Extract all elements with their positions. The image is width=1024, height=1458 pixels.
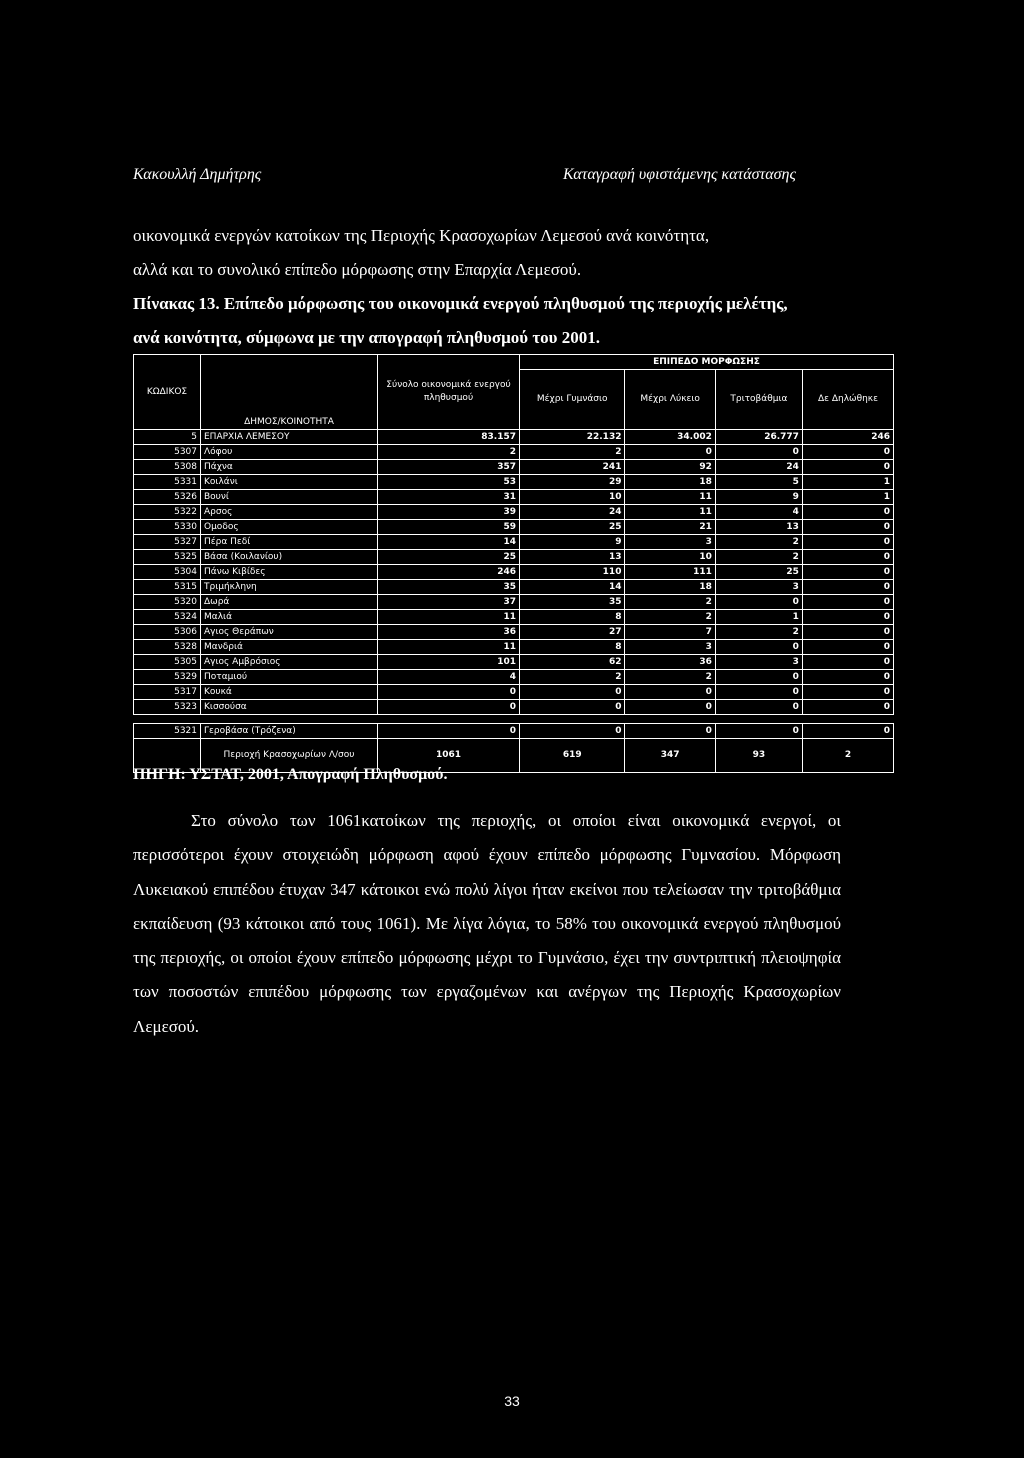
cell-value: 0 [802,550,893,565]
cell-total-value: 2 [802,739,893,773]
cell-value: 2 [625,670,715,685]
cell-value: 83.157 [378,430,520,445]
cell-name: Βουνί [201,490,378,505]
cell-value: 0 [715,640,802,655]
cell-value: 246 [378,565,520,580]
cell-value: 0 [802,445,893,460]
cell-value: 0 [802,460,893,475]
table-row [134,550,894,565]
cell-value: 37 [378,595,520,610]
cell-code: 5321 [134,724,201,739]
cell-value: 0 [802,670,893,685]
table-row [134,595,894,610]
cell-value: 25 [715,565,802,580]
cell-value: 13 [715,520,802,535]
cell-total-value: 347 [625,739,715,773]
cell-value: 11 [625,505,715,520]
body-paragraph: Στο σύνολο των 1061κατοίκων της περιοχής, οι οποίοι είναι οικονομικά ενεργοί, οι περισσότεροι έχουν στοιχειώδη μόρφωση αφού έχουν επίπεδο μόρφωσης Γυμνασίου. Μόρφωση Λυκειακού επιπέδου έτυχαν 347 κάτοικοι ενώ πολύ λίγοι ήταν εκείνοι που τελείωσαν την τριτοβάθμια εκπαίδευση (93 κάτοικοι από τους 1061). Με λίγα λόγια, το 58% του οικονομικά ενεργού πληθυσμού της περιοχής, οι οποίοι έχουν επίπεδο μόρφωσης μέχρι το Γυμνάσιο, έχει την συντριπτική πλειοψηφία των ποσοστών επιπέδου μόρφωσης των εργαζομένων και ανέργων της Περιοχής Κρασοχωρίων Λεμεσού. [133,811,841,1036]
cell-value: 25 [520,520,625,535]
cell-value: 2 [378,445,520,460]
table-spacer [134,715,894,724]
cell-value: 0 [520,685,625,700]
table-source: ΠΗΓΗ: ΥΣΤΑΤ, 2001, Απογραφή Πληθυσμού. [133,766,448,783]
cell-value: 11 [625,490,715,505]
cell-value: 0 [625,700,715,715]
cell-name: Πέρα Πεδί [201,535,378,550]
cell-value: 0 [715,595,802,610]
cell-value: 0 [802,505,893,520]
cell-total-value: 93 [715,739,802,773]
intro-line-2: αλλά και το συνολικό επίπεδο μόρφωσης στην Επαρχία Λεμεσού. [133,260,582,279]
cell-value: 2 [520,670,625,685]
cell-value: 31 [378,490,520,505]
cell-value: 9 [520,535,625,550]
cell-name: Αγιος Αμβρόσιος [201,655,378,670]
cell-value: 29 [520,475,625,490]
cell-value: 11 [378,610,520,625]
table-row [134,655,894,670]
table-row [134,685,894,700]
cell-value: 0 [715,700,802,715]
cell-value: 0 [378,685,520,700]
body-text [133,804,841,1044]
cell-value: 4 [715,505,802,520]
cell-value: 62 [520,655,625,670]
cell-code: 5307 [134,445,201,460]
cell-code: 5324 [134,610,201,625]
table-row [134,430,894,445]
table-row [134,460,894,475]
cell-value: 0 [802,520,893,535]
cell-value: 2 [715,535,802,550]
table-row [134,625,894,640]
cell-value: 24 [520,505,625,520]
cell-code: 5330 [134,520,201,535]
cell-value: 39 [378,505,520,520]
cell-value: 5 [715,475,802,490]
cell-value: 4 [378,670,520,685]
cell-value: 11 [378,640,520,655]
education-table [133,354,894,773]
table-caption-line-2: ανά κοινότητα, σύμφωνα με την απογραφή πληθυσμού του 2001. [133,328,600,347]
cell-name: Αγιος Θεράπων [201,625,378,640]
cell-value: 101 [378,655,520,670]
table-row [134,445,894,460]
table-row [134,700,894,715]
cell-value: 35 [378,580,520,595]
cell-code: 5308 [134,460,201,475]
cell-value: 2 [715,625,802,640]
table-row [134,580,894,595]
header-municipality: ΔΗΜΟΣ/ΚΟΙΝΟΤΗΤΑ [201,355,378,430]
cell-value: 1 [715,610,802,625]
cell-value: 0 [625,445,715,460]
cell-value: 21 [625,520,715,535]
cell-value: 13 [520,550,625,565]
cell-value: 0 [802,595,893,610]
cell-value: 59 [378,520,520,535]
cell-value: 9 [715,490,802,505]
cell-value: 1 [802,475,893,490]
table-row [134,724,894,739]
header-lyceum: Μέχρι Λύκειο [625,370,715,430]
cell-code: 5323 [134,700,201,715]
cell-value: 0 [625,724,715,739]
cell-name: Λόφου [201,445,378,460]
cell-value: 0 [715,724,802,739]
cell-value: 111 [625,565,715,580]
table-row [134,505,894,520]
table-row [134,490,894,505]
header-not-declared: Δε Δηλώθηκε [802,370,893,430]
cell-value: 25 [378,550,520,565]
header-tertiary: Τριτοβάθμια [715,370,802,430]
cell-name: Πάνω Κιβίδες [201,565,378,580]
cell-value: 1 [802,490,893,505]
cell-value: 36 [378,625,520,640]
cell-value: 3 [715,655,802,670]
cell-value: 2 [715,550,802,565]
cell-name: Κουκά [201,685,378,700]
cell-name: Κισσούσα [201,700,378,715]
cell-code: 5 [134,430,201,445]
cell-value: 53 [378,475,520,490]
cell-value: 0 [802,655,893,670]
cell-code: 5328 [134,640,201,655]
table-row [134,640,894,655]
cell-value: 0 [715,445,802,460]
cell-name: Γεροβάσα (Τρόζενα) [201,724,378,739]
intro-line-1: οικονομικά ενεργών κατοίκων της Περιοχής Κρασοχωρίων Λεμεσού ανά κοινότητα, [133,226,710,245]
cell-value: 357 [378,460,520,475]
cell-value: 2 [625,610,715,625]
table-row [134,670,894,685]
cell-code: 5329 [134,670,201,685]
cell-value: 0 [715,685,802,700]
cell-value: 0 [625,685,715,700]
cell-code: 5331 [134,475,201,490]
header-author: Κακουλλή Δημήτρης [133,166,262,183]
cell-value: 0 [378,700,520,715]
cell-value: 36 [625,655,715,670]
cell-name: Μαλιά [201,610,378,625]
cell-value: 3 [625,535,715,550]
cell-value: 0 [802,700,893,715]
table-row [134,565,894,580]
cell-code: 5305 [134,655,201,670]
cell-value: 0 [802,565,893,580]
cell-value: 0 [802,640,893,655]
cell-name: Ομοδος [201,520,378,535]
cell-code: 5317 [134,685,201,700]
cell-value: 110 [520,565,625,580]
header-code: ΚΩΔΙΚΟΣ [134,355,201,430]
cell-value: 2 [520,445,625,460]
cell-name: Αρσος [201,505,378,520]
cell-value: 3 [625,640,715,655]
cell-value: 35 [520,595,625,610]
cell-value: 10 [625,550,715,565]
cell-code: 5326 [134,490,201,505]
table-header-row-1 [134,355,894,370]
cell-value: 24 [715,460,802,475]
cell-name: Βάσα (Κοιλανίου) [201,550,378,565]
cell-value: 34.002 [625,430,715,445]
cell-value: 246 [802,430,893,445]
cell-code: 5304 [134,565,201,580]
table-row [134,475,894,490]
table-caption-line-1: Πίνακας 13. Επίπεδο μόρφωσης του οικονομικά ενεργού πληθυσμού της περιοχής μελέτης, [133,294,788,313]
cell-name: Τριμήκληνη [201,580,378,595]
page-number: 33 [504,1393,520,1409]
table-row [134,535,894,550]
header-gymnasium: Μέχρι Γυμνάσιο [520,370,625,430]
cell-value: 26.777 [715,430,802,445]
cell-name: ΕΠΑΡΧΙΑ ΛΕΜΕΣΟΥ [201,430,378,445]
cell-value: 0 [802,580,893,595]
cell-value: 0 [378,724,520,739]
header-education-level: ΕΠΙΠΕΔΟ ΜΟΡΦΩΣΗΣ [520,355,894,370]
cell-value: 3 [715,580,802,595]
cell-name: Ποταμιού [201,670,378,685]
cell-value: 27 [520,625,625,640]
header-total: Σύνολο οικονομικά ενεργού πληθυσμού [378,355,520,430]
cell-value: 92 [625,460,715,475]
cell-name: Πάχνα [201,460,378,475]
cell-code: 5320 [134,595,201,610]
cell-value: 14 [378,535,520,550]
cell-value: 0 [520,724,625,739]
table-row [134,520,894,535]
cell-code: 5315 [134,580,201,595]
cell-name: Δωρά [201,595,378,610]
cell-value: 18 [625,580,715,595]
cell-total-value: 619 [520,739,625,773]
cell-value: 0 [802,685,893,700]
cell-code: 5306 [134,625,201,640]
cell-value: 10 [520,490,625,505]
table-row [134,610,894,625]
header-section-title: Καταγραφή υφιστάμενης κατάστασης [563,166,796,183]
cell-name: Μανδριά [201,640,378,655]
cell-value: 0 [520,700,625,715]
cell-value: 22.132 [520,430,625,445]
cell-value: 0 [802,625,893,640]
cell-value: 241 [520,460,625,475]
cell-value: 8 [520,640,625,655]
cell-value: 2 [625,595,715,610]
cell-value: 7 [625,625,715,640]
cell-value: 0 [802,724,893,739]
cell-code: 5322 [134,505,201,520]
cell-value: 18 [625,475,715,490]
cell-value: 8 [520,610,625,625]
cell-area-name: Περιοχή Κρασοχωρίων Λ/σου [201,739,378,773]
cell-value: 0 [802,535,893,550]
cell-value: 14 [520,580,625,595]
cell-code: 5325 [134,550,201,565]
cell-value: 0 [715,670,802,685]
cell-name: Κοιλάνι [201,475,378,490]
cell-total-value: 1061 [378,739,520,773]
cell-code: 5327 [134,535,201,550]
cell-value: 0 [802,610,893,625]
